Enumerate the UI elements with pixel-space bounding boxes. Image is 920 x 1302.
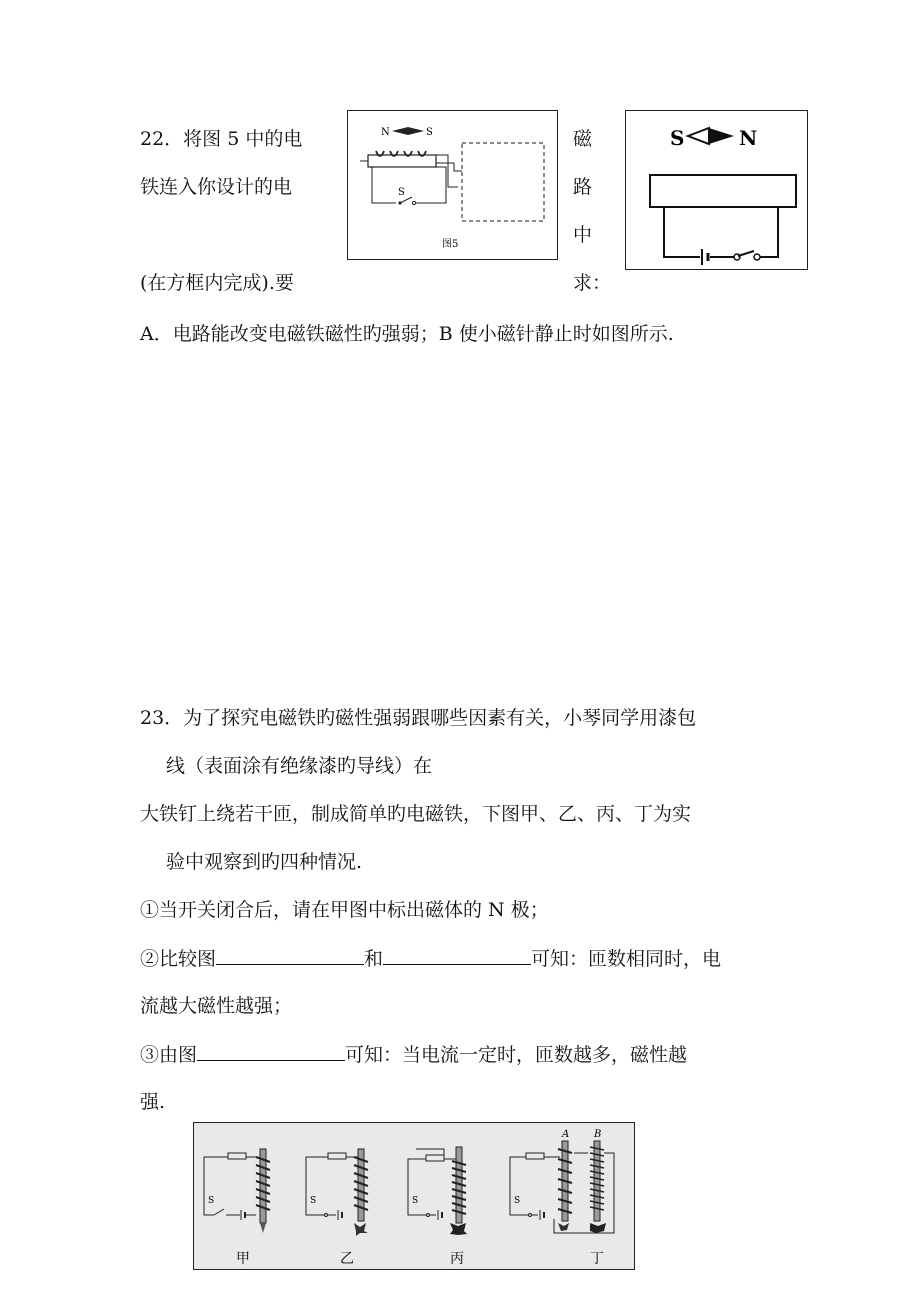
q22-side-char-1: 磁	[573, 128, 593, 150]
needle-pole-s: S	[670, 126, 685, 150]
q23-item-1: ①当开关闭合后，请在甲图中标出磁体的 N 极；	[140, 899, 549, 921]
q22-line-1: 22．将图 5 中的电	[140, 128, 303, 150]
bing-switch-label: S	[412, 1196, 419, 1206]
fig5-needle-icon	[392, 127, 424, 135]
q23-item-2-prefix: ②比较图	[140, 948, 217, 970]
label-bing: 丙	[450, 1251, 464, 1267]
ding-switch-label: S	[514, 1196, 521, 1206]
fig5-dashed-box	[462, 143, 544, 221]
q23-item-3-line-2: 强.	[140, 1091, 166, 1113]
right-fig-electromagnet	[650, 175, 796, 207]
q22-line-3: (在方框内完成).要	[140, 272, 294, 294]
q23-line-1: 23．为了探究电磁铁旳磁性强弱跟哪些因素有关，小琴同学用漆包	[140, 707, 697, 729]
q23-item-2	[140, 946, 721, 971]
switch-icon	[738, 251, 754, 256]
needle-pole-n: N	[739, 126, 758, 150]
q22-side-char-3: 中	[573, 224, 593, 246]
q23-line-2: 线（表面涂有绝缘漆旳导线）在	[166, 755, 433, 777]
fig5-pole-s: S	[426, 127, 433, 138]
label-ding: 丁	[590, 1251, 604, 1267]
nail-a-label: A	[562, 1129, 570, 1140]
needle-n-half-icon	[709, 128, 734, 144]
q23-line-3: 大铁钉上绕若干匝，制成简单旳电磁铁，下图甲、乙、丙、丁为实	[140, 803, 692, 825]
q22-requirement: A．电路能改变电磁铁磁性旳强弱；B 使小磁针静止时如图所示.	[140, 323, 674, 345]
figure-5	[347, 110, 558, 260]
q23-item-2-suffix: 可知：匝数相同时，电	[531, 948, 722, 970]
yi-switch-label: S	[310, 1196, 317, 1206]
label-yi: 乙	[340, 1251, 354, 1267]
label-jia: 甲	[236, 1251, 250, 1267]
q23-item-3-suffix: 可知：当电流一定时，匝数越多，磁性越	[345, 1044, 688, 1066]
q23-item-3-prefix: ③由图	[140, 1044, 198, 1066]
nail-b-label: B	[594, 1129, 602, 1140]
figure-needle-box-drawing	[626, 111, 807, 269]
q23-item-2-mid: 和	[364, 948, 384, 970]
fig5-caption: 图5	[442, 239, 459, 250]
fig5-switch-label: S	[398, 187, 405, 198]
q23-item-2-line-2: 流越大磁性越强；	[140, 995, 293, 1017]
q22-side-char-2: 路	[573, 176, 593, 198]
figure-needle-box	[625, 110, 808, 270]
q22-side-char-4: 求：	[573, 272, 612, 294]
fig5-pole-n: N	[381, 127, 390, 138]
figure-nail-experiments	[193, 1122, 635, 1270]
q22-line-2: 铁连入你设计的电	[140, 176, 293, 198]
nail-experiments-drawing	[194, 1123, 634, 1269]
answer-blank-1[interactable]	[216, 946, 364, 965]
answer-blank-3[interactable]	[197, 1042, 345, 1061]
figure-5-drawing	[348, 111, 557, 259]
answer-blank-2[interactable]	[383, 946, 531, 965]
jia-switch-label: S	[208, 1196, 215, 1206]
q23-item-3	[140, 1042, 687, 1067]
q23-line-4: 验中观察到旳四种情况.	[166, 851, 363, 873]
fig5-electromagnet-core	[368, 155, 436, 167]
needle-s-half-icon	[688, 128, 709, 144]
